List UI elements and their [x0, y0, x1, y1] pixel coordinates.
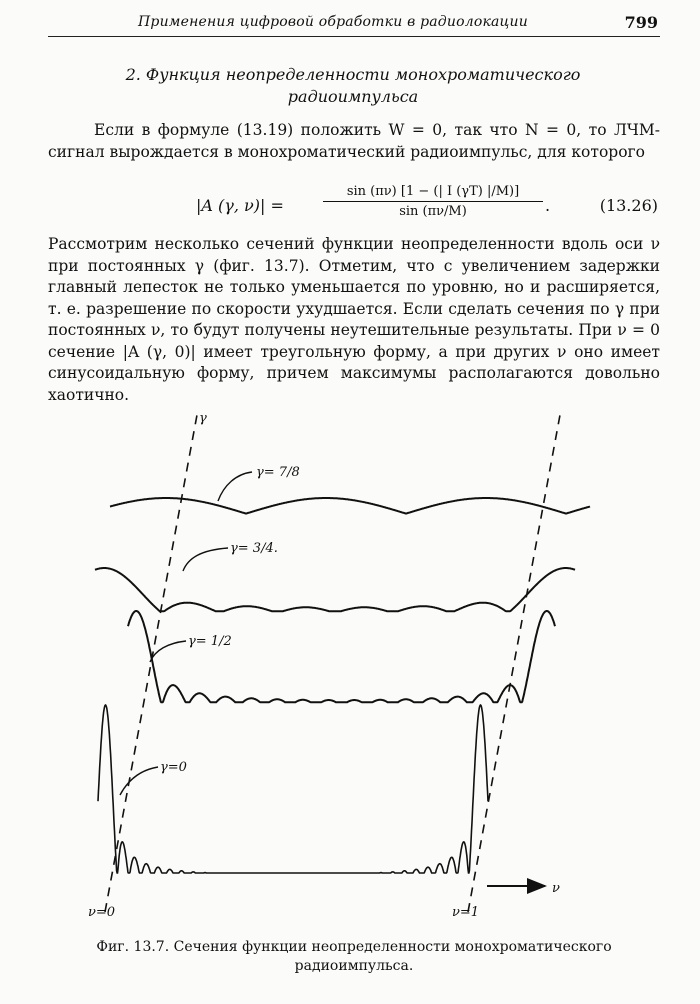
section-title-line1: 2. Функция неопределенности монохроматического: [125, 65, 581, 84]
label-gamma-3-4: γ= 3/4.: [230, 541, 278, 556]
formula-denominator: sin (πν/M): [399, 204, 467, 219]
label-gamma-0: γ=0: [160, 760, 187, 775]
leader-g78: [196, 873, 214, 904]
section-title: [48, 64, 658, 108]
paragraph-discussion: Рассмотрим несколько сечений функции неопределенности вдоль оси ν при постоянных γ (фиг. 13.7). Отметим, что с увеличением задержки главный лепесток не только уменьшается по уровню, но и расширяется, т. е. разрешение по скорости ухудшается. Если сделать сечения по γ при постоянных ν, то будут получены неутешительные результаты. При ν = 0 сечение |A (γ, 0)| имеет треугольную форму, а при других ν оно имеет синусоидальную форму, причем максимумы располагаются довольно хаотично.: [48, 235, 660, 404]
leader-g78-line: [218, 472, 252, 501]
running-title: Применения цифровой обработки в радиолокации: [138, 14, 528, 30]
page-header: [48, 12, 658, 36]
label-nu-1: ν=1: [452, 905, 480, 920]
dashed-line-nu0: [105, 415, 197, 912]
figure-svg: [0, 400, 700, 930]
equation-number: (13.26): [599, 196, 658, 215]
axis-label-gamma: γ: [199, 411, 207, 426]
figure-caption: [48, 938, 660, 976]
caption-text: Сечения функции неопределенности монохроматического радиоимпульса.: [173, 939, 612, 974]
leader-g0-line: [120, 767, 158, 795]
formula-fraction: [323, 184, 543, 219]
axis-label-nu: ν: [552, 881, 560, 896]
header-rule: [48, 36, 660, 37]
page-number: 799: [624, 13, 658, 32]
figure-13-7: [0, 400, 700, 930]
label-gamma-7-8: γ= 7/8: [256, 465, 300, 480]
formula-period: .: [545, 196, 551, 215]
formula-numerator: sin (πν) [1 − (| I (γT) |/M)]: [323, 184, 543, 202]
leader-g12-line: [150, 641, 186, 662]
section-title-line2: радиоимпульса: [287, 87, 419, 106]
formula-lhs: |A (γ, ν)| =: [196, 196, 284, 215]
curve-gamma-1-2: [128, 611, 555, 702]
caption-prefix: Фиг. 13.7.: [96, 939, 170, 955]
formula-13-26: [48, 184, 660, 230]
label-gamma-1-2: γ= 1/2: [188, 634, 232, 649]
curve-gamma-0: [98, 705, 488, 873]
leader-g34-line: [183, 548, 228, 571]
paragraph-intro: Если в формуле (13.19) положить W = 0, так что N = 0, то ЛЧМ-сигнал вырождается в монохроматический радиоимпульс, для которого: [48, 121, 660, 161]
label-nu-0: ν=0: [88, 905, 116, 920]
dashed-line-nu1: [468, 415, 560, 912]
